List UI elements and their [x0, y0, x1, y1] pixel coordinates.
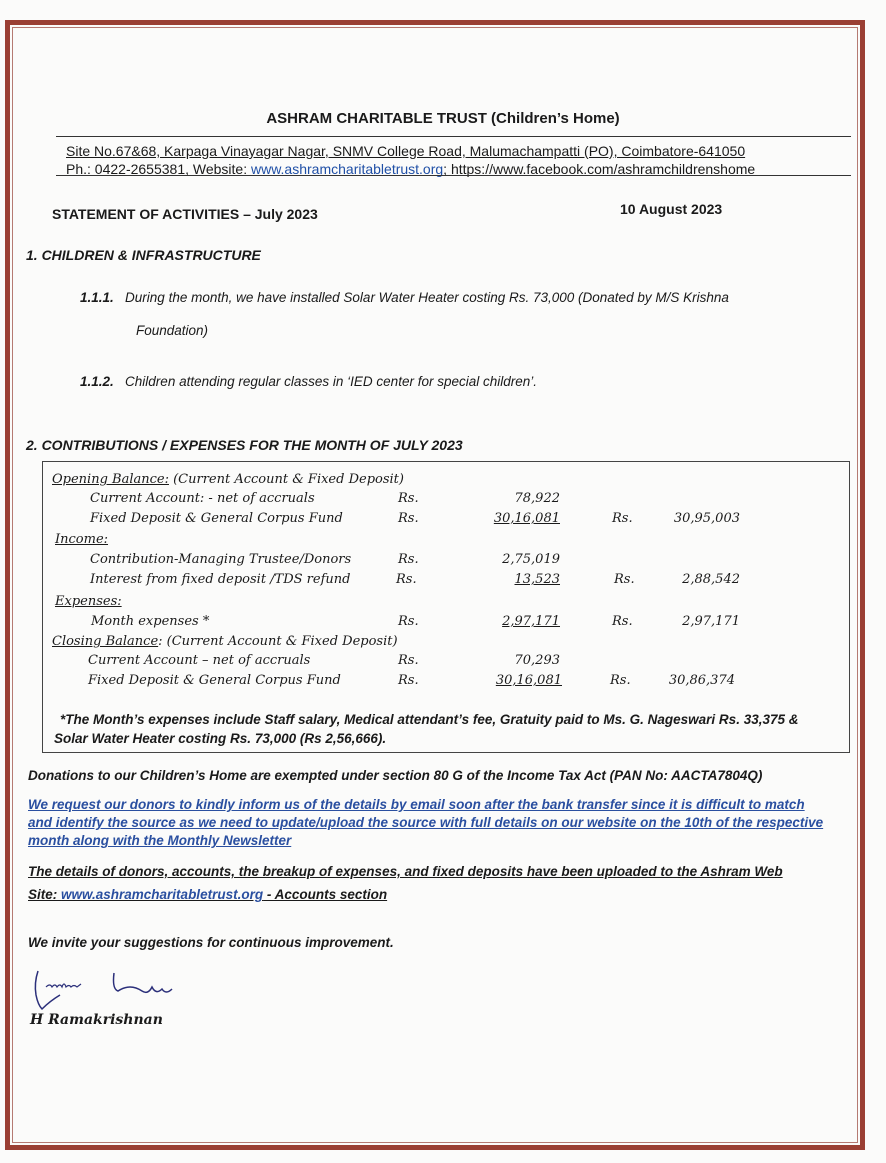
row-label: Current Account: - net of accruals [90, 491, 315, 506]
org-address-block [66, 142, 755, 178]
header-top-rule [56, 136, 851, 137]
currency: Rs. [398, 491, 419, 506]
row-total: 30,86,374 [668, 673, 735, 688]
currency: Rs. [612, 511, 633, 526]
phone: Ph.: 0422-2655381, Website: [66, 161, 251, 177]
row-amount: 2,97,171 [502, 614, 560, 629]
row-label: Month expenses * [91, 614, 210, 629]
row-amount: 13,523 [514, 572, 560, 587]
donor-request-line2: and identify the source as we need to update/upload the source with full details on our website on the 10th of the respective [28, 815, 824, 830]
opening-heading: Opening Balance: (Current Account & Fixed Deposit) [52, 472, 404, 487]
row-amount: 70,293 [514, 653, 560, 668]
expenses-heading: Expenses: [55, 594, 122, 609]
details-line2: Site: www.ashramcharitabletrust.org - Accounts section [28, 887, 388, 902]
row-total: 2,88,542 [682, 572, 740, 587]
expense-footnote-line1: *The Month’s expenses include Staff salary, Medical attendant’s fee, Gratuity paid to Ms. G. Nageswari Rs. 33,375 & [60, 712, 799, 727]
item-number: 1.1.1. [80, 290, 114, 305]
org-address: Site No.67&68, Karpaga Vinayagar Nagar, SNMV College Road, Malumachampatti (PO), Coimbatore-641050 [66, 143, 746, 159]
row-label: Contribution-Managing Trustee/Donors [90, 552, 352, 567]
details-line1: The details of donors, accounts, the breakup of expenses, and fixed deposits have been uploaded to the Ashram Web [28, 864, 783, 879]
row-amount: 30,16,081 [493, 511, 560, 526]
row-amount: 2,75,019 [502, 552, 560, 567]
item-1-1-1 [80, 290, 729, 305]
row-total: 30,95,003 [673, 511, 740, 526]
row-amount: 78,922 [514, 491, 560, 506]
donor-request-line1: We request our donors to kindly inform us of the details by email soon after the bank transfer since it is difficult to match [28, 797, 805, 812]
item-number: 1.1.2. [80, 374, 114, 389]
closing-heading: Closing Balance: (Current Account & Fixed Deposit) [52, 634, 398, 649]
currency: Rs. [398, 552, 419, 567]
currency: Rs. [398, 511, 419, 526]
tax-exemption-note: Donations to our Children’s Home are exempted under section 80 G of the Income Tax Act (PAN No: AACTA7804Q) [28, 768, 763, 783]
income-heading: Income: [55, 532, 109, 547]
signatory-name: H Ramakrishnan [30, 1012, 163, 1028]
currency: Rs. [398, 673, 419, 688]
expense-footnote-line2: Solar Water Heater costing Rs. 73,000 (Rs 2,56,666). [54, 731, 387, 746]
row-label: Fixed Deposit & General Corpus Fund [88, 673, 341, 688]
section-2-heading: 2. CONTRIBUTIONS / EXPENSES FOR THE MONTH OF JULY 2023 [26, 437, 463, 453]
item-text: Children attending regular classes in ‘IED center for special children’. [125, 374, 538, 389]
currency: Rs. [612, 614, 633, 629]
row-label: Current Account – net of accruals [88, 653, 311, 668]
currency: Rs. [398, 614, 419, 629]
item-1-1-1-cont: Foundation) [136, 323, 209, 338]
header-bottom-rule [56, 175, 851, 176]
accounts-website-link[interactable]: www.ashramcharitabletrust.org [61, 887, 264, 902]
row-label: Interest from fixed deposit /TDS refund [90, 572, 351, 587]
item-1-1-2 [80, 374, 537, 389]
donor-request-line3: month along with the Monthly Newsletter [28, 833, 292, 848]
row-total: 2,97,171 [682, 614, 740, 629]
facebook-link[interactable]: ; https://www.facebook.com/ashramchildrenshome [443, 161, 756, 177]
item-text: During the month, we have installed Solar Water Heater costing Rs. 73,000 (Donated by M/S Krishna [125, 290, 729, 305]
row-amount: 30,16,081 [495, 673, 562, 688]
row-label: Fixed Deposit & General Corpus Fund [90, 511, 343, 526]
invite-text: We invite your suggestions for continuous improvement. [28, 935, 394, 950]
currency: Rs. [398, 653, 419, 668]
currency: Rs. [610, 673, 631, 688]
website-link[interactable]: www.ashramcharitabletrust.org [250, 161, 444, 177]
currency: Rs. [614, 572, 635, 587]
statement-title: STATEMENT OF ACTIVITIES – July 2023 [52, 206, 318, 222]
org-title: ASHRAM CHARITABLE TRUST (Children’s Home) [266, 110, 620, 127]
statement-date: 10 August 2023 [620, 201, 723, 217]
currency: Rs. [396, 572, 417, 587]
section-1-heading: 1. CHILDREN & INFRASTRUCTURE [26, 247, 261, 263]
signature [30, 965, 200, 1015]
